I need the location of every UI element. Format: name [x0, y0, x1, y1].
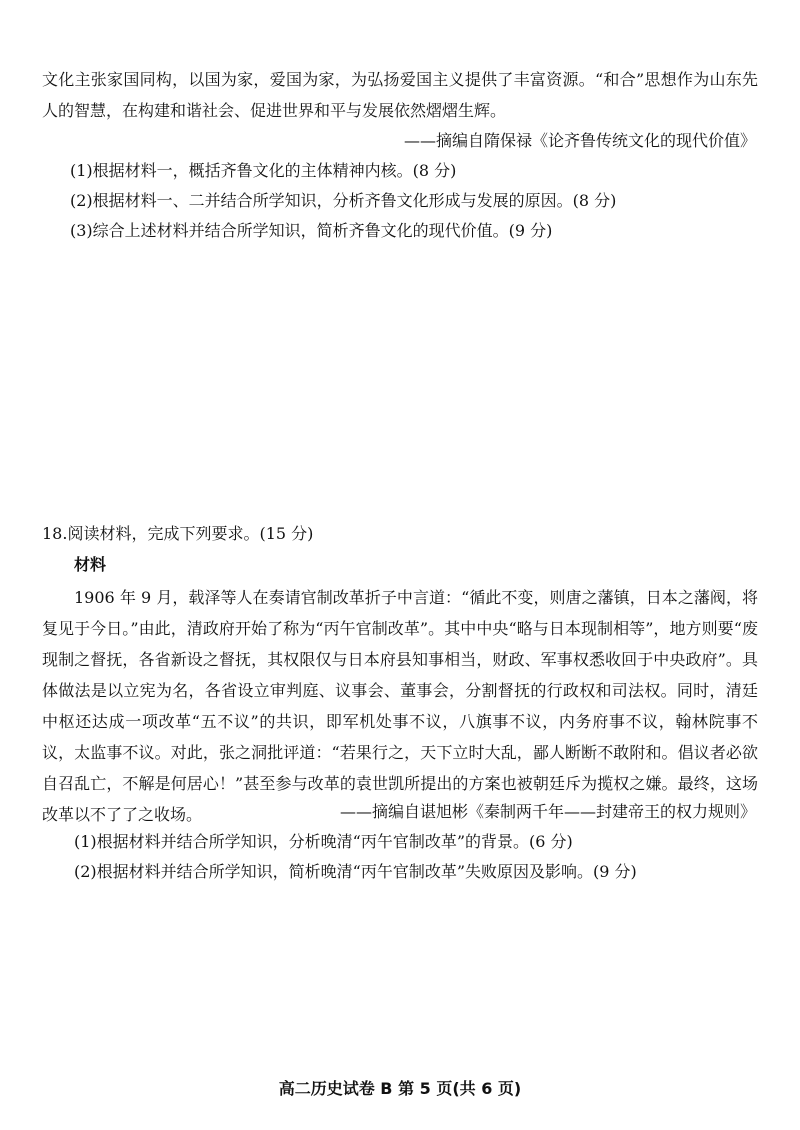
q18-question-2: (2)根据材料并结合所学知识，简析晚清“丙午官制改革”失败原因及影响。(9 分)	[74, 862, 637, 881]
q18-question-1: (1)根据材料并结合所学知识，分析晚清“丙午官制改革”的背景。(6 分)	[74, 832, 573, 851]
q18-passage-source: ——摘编自谌旭彬《秦制两千年——封建帝王的权力规则》	[339, 802, 756, 821]
q17-question-1: (1)根据材料一，概括齐鲁文化的主体精神内核。(8 分)	[70, 161, 457, 180]
q18-material-label: 材料	[74, 555, 107, 574]
q18-passage: 1906 年 9 月，载泽等人在奏请官制改革折子中言道：“循此不变，则唐之藩镇，日本之藩阀，将复见于今日。”由此，清政府开始了称为“丙午官制改革”。其中中央“略与日本现制相等”，地方则要“废现制之督抚，各省新设之督抚，其权限仅与日本府县知事相当，财政、军事权悉收回于中央政府”。具体做法是以立宪为名，各省设立审判庭、议事会、董事会，分割督抚的行政权和司法权。同时，清廷中枢还达成一项改革“五不议”的共识，即军机处事不议，八旗事不议，内务府事不议，翰林院事不议，太监事不议。对此，张之洞批评道：“若果行之，天下立时大乱，鄙人断断不敢附和。倡议者必欲自召乱亡，不解是何居心！”甚至参与改革的袁世凯所提出的方案也被朝廷斥为揽权之嫌。最终，这场改革以不了了之收场。	[42, 588, 758, 824]
q17-question-2: (2)根据材料一、二并结合所学知识，分析齐鲁文化形成与发展的原因。(8 分)	[70, 191, 617, 210]
page-footer: 高二历史试卷 B 第 5 页(共 6 页)	[278, 1079, 522, 1098]
top-passage: 文化主张家国同构，以国为家，爱国为家，为弘扬爱国主义提供了丰富资源。“和合”思想作为山东先人的智慧，在构建和谐社会、促进世界和平与发展依然熠熠生辉。	[42, 70, 758, 120]
top-passage-source: ——摘编自隋保禄《论齐鲁传统文化的现代价值》	[403, 131, 756, 150]
q18-heading: 18.阅读材料，完成下列要求。(15 分)	[42, 524, 314, 543]
q17-question-3: (3)综合上述材料并结合所学知识，简析齐鲁文化的现代价值。(9 分)	[70, 221, 553, 240]
